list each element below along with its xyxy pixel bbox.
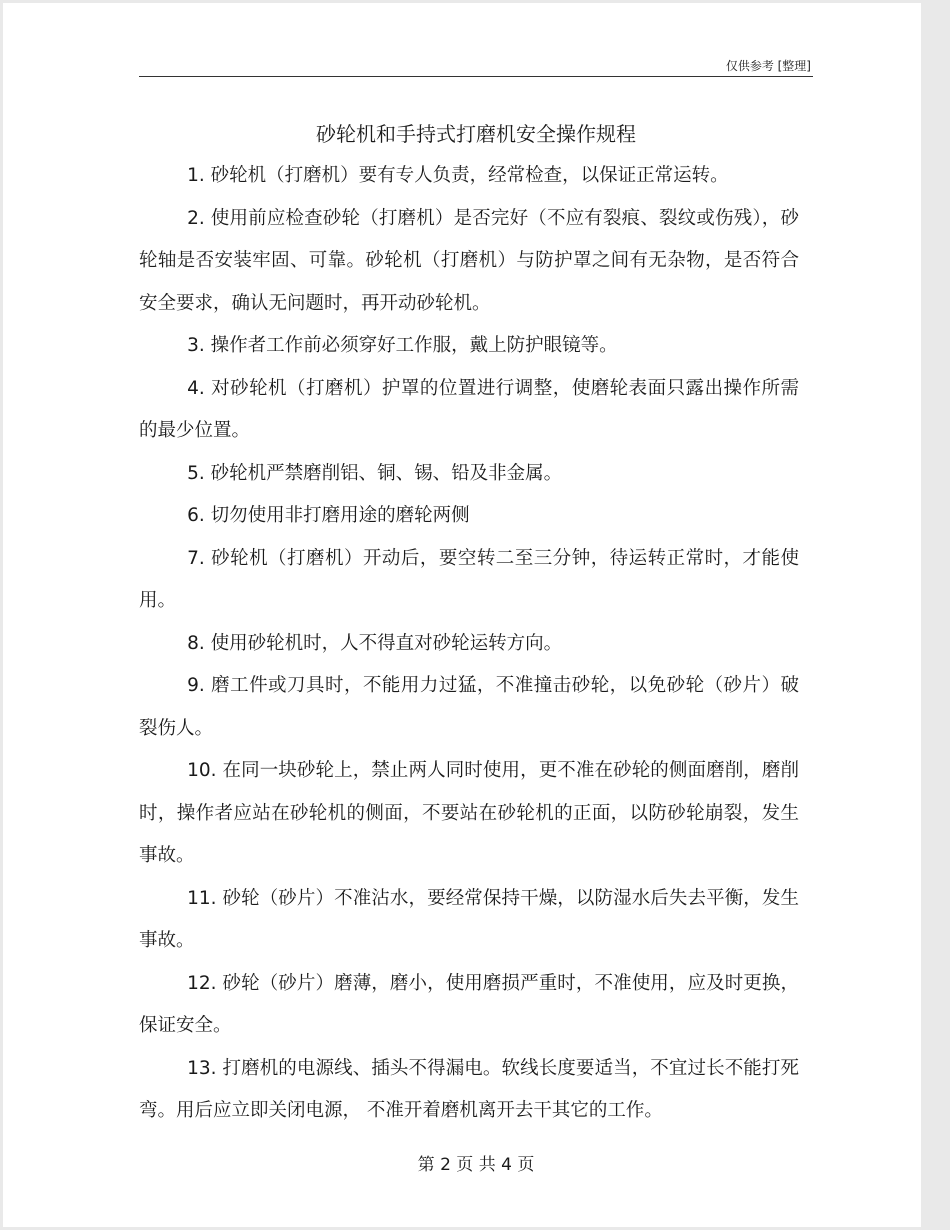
rule-paragraph-11: 11. 砂轮（砂片）不准沾水，要经常保持干燥，以防湿水后失去平衡，发生事故。	[139, 887, 799, 951]
rule-paragraph-5: 5. 砂轮机严禁磨削铝、铜、锡、铅及非金属。	[187, 462, 563, 484]
rule-paragraph-8: 8. 使用砂轮机时，人不得直对砂轮运转方向。	[187, 632, 563, 654]
rule-paragraph-10: 10. 在同一块砂轮上，禁止两人同时使用，更不准在砂轮的侧面磨削，磨削时，操作者应站在砂轮机的侧面，不要站在砂轮机的正面，以防砂轮崩裂，发生事故。	[139, 760, 799, 866]
document-title: 砂轮机和手持式打磨机安全操作规程	[316, 122, 636, 146]
rule-paragraph-7: 7. 砂轮机（打磨机）开动后，要空转二至三分钟，待运转正常时，才能使用。	[139, 547, 799, 611]
rule-paragraph-1: 1. 砂轮机（打磨机）要有专人负责，经常检查，以保证正常运转。	[187, 165, 729, 186]
rule-paragraph-12: 12. 砂轮（砂片）磨薄，磨小，使用磨损严重时，不准使用，应及时更换，保证安全。	[139, 972, 799, 1036]
header-note: 仅供参考 [整理]	[725, 59, 811, 73]
header-divider	[139, 76, 813, 77]
document-page	[3, 3, 921, 1227]
rule-paragraph-9: 9. 磨工件或刀具时，不能用力过猛，不准撞击砂轮，以免砂轮（砂片）破裂伤人。	[139, 675, 799, 739]
page-number-footer: 第 2 页 共 4 页	[417, 1155, 535, 1175]
rule-paragraph-3: 3. 操作者工作前必须穿好工作服，戴上防护眼镜等。	[187, 335, 618, 356]
rule-paragraph-2: 2. 使用前应检查砂轮（打磨机）是否完好（不应有裂痕、裂纹或伤残），砂轮轴是否安装牢固、可靠。砂轮机（打磨机）与防护罩之间有无杂物，是否符合安全要求，确认无问题时，再开动砂轮机。	[139, 207, 799, 314]
document-body	[139, 155, 799, 1133]
rule-paragraph-13: 13. 打磨机的电源线、插头不得漏电。软线长度要适当，不宜过长不能打死弯。用后应立即关闭电源， 不准开着磨机离开去干其它的工作。	[139, 1057, 799, 1121]
rule-paragraph-4: 4. 对砂轮机（打磨机）护罩的位置进行调整，使磨轮表面只露出操作所需的最少位置。	[139, 377, 799, 441]
rule-paragraph-6: 6. 切勿使用非打磨用途的磨轮两侧	[187, 505, 470, 526]
